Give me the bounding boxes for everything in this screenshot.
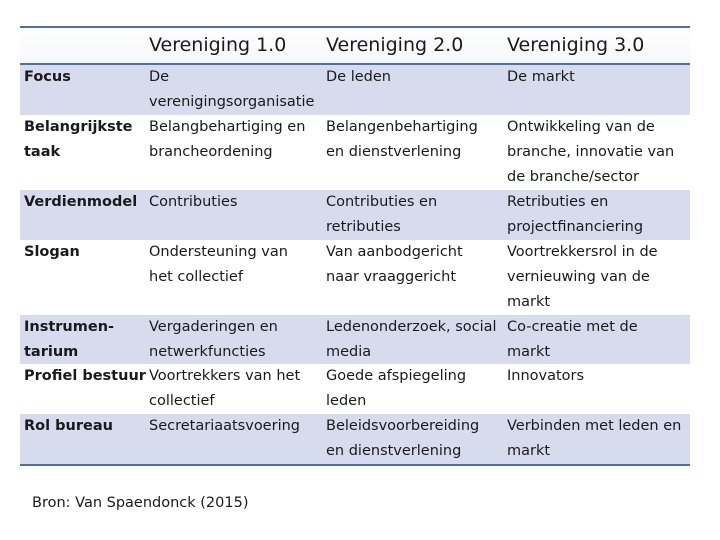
cell-v1: De verenigingsorganisatie: [149, 69, 315, 110]
cell-v1: Vergaderingen en netwerkfuncties: [149, 319, 278, 360]
cell-v2: De leden: [326, 69, 391, 85]
cell-v3: Co-creatie met de markt: [507, 319, 638, 360]
cell-v2: Ledenonderzoek, social media: [326, 319, 497, 360]
cell-v2: Belangenbehartiging en dienstverlening: [326, 119, 478, 160]
cell-v2: Goede afspiegeling leden: [326, 368, 467, 409]
row-label: Profiel bestuur: [24, 368, 146, 384]
cell-v1: Contributies: [149, 194, 238, 210]
table-row-slogan: [20, 240, 690, 315]
row-label: Focus: [24, 69, 71, 85]
cell-v2: Beleidsvoorbereiding en dienstverlening: [326, 418, 480, 459]
cell-v3: Ontwikkeling van de branche, innovatie van de branche/sector: [507, 119, 675, 185]
cell-v2: Van aanbodgericht naar vraaggericht: [326, 244, 463, 285]
cell-v1: Belangbehartiging en brancheordening: [149, 119, 306, 160]
table-bottom-rule: [20, 464, 690, 466]
row-label: Slogan: [24, 244, 80, 260]
comparison-table: [20, 26, 690, 466]
cell-v3: Innovators: [507, 368, 585, 384]
cell-v3: Voortrekkersrol in de vernieuwing van de markt: [507, 244, 658, 310]
cell-v3: Retributies en projectfinanciering: [507, 194, 644, 235]
cell-v1: Ondersteuning van het collectief: [149, 244, 288, 285]
table-row-verdienmodel: [20, 190, 690, 240]
row-label: Rol bureau: [24, 418, 113, 434]
table-row-instrumentarium: [20, 315, 690, 364]
row-label: Verdienmodel: [24, 194, 138, 210]
cell-v2: Contributies en retributies: [326, 194, 438, 235]
cell-v3: Verbinden met leden en markt: [507, 418, 682, 459]
cell-v3: De markt: [507, 69, 575, 85]
table-header-row: [20, 26, 690, 65]
row-label: Instrumen- tarium: [24, 319, 115, 360]
cell-v1: Voortrekkers van het collectief: [149, 368, 301, 409]
header-vereniging-2: Vereniging 2.0: [326, 34, 464, 56]
table-row-profiel-bestuur: [20, 364, 690, 414]
header-vereniging-3: Vereniging 3.0: [507, 34, 645, 56]
table-row-focus: [20, 65, 690, 115]
header-vereniging-1: Vereniging 1.0: [149, 34, 287, 56]
source-citation: Bron: Van Spaendonck (2015): [32, 495, 249, 511]
table-row-rol-bureau: [20, 414, 690, 464]
cell-v1: Secretariaatsvoering: [149, 418, 300, 434]
row-label: Belangrijkste taak: [24, 119, 133, 160]
table-row-belangrijkste-taak: [20, 115, 690, 190]
